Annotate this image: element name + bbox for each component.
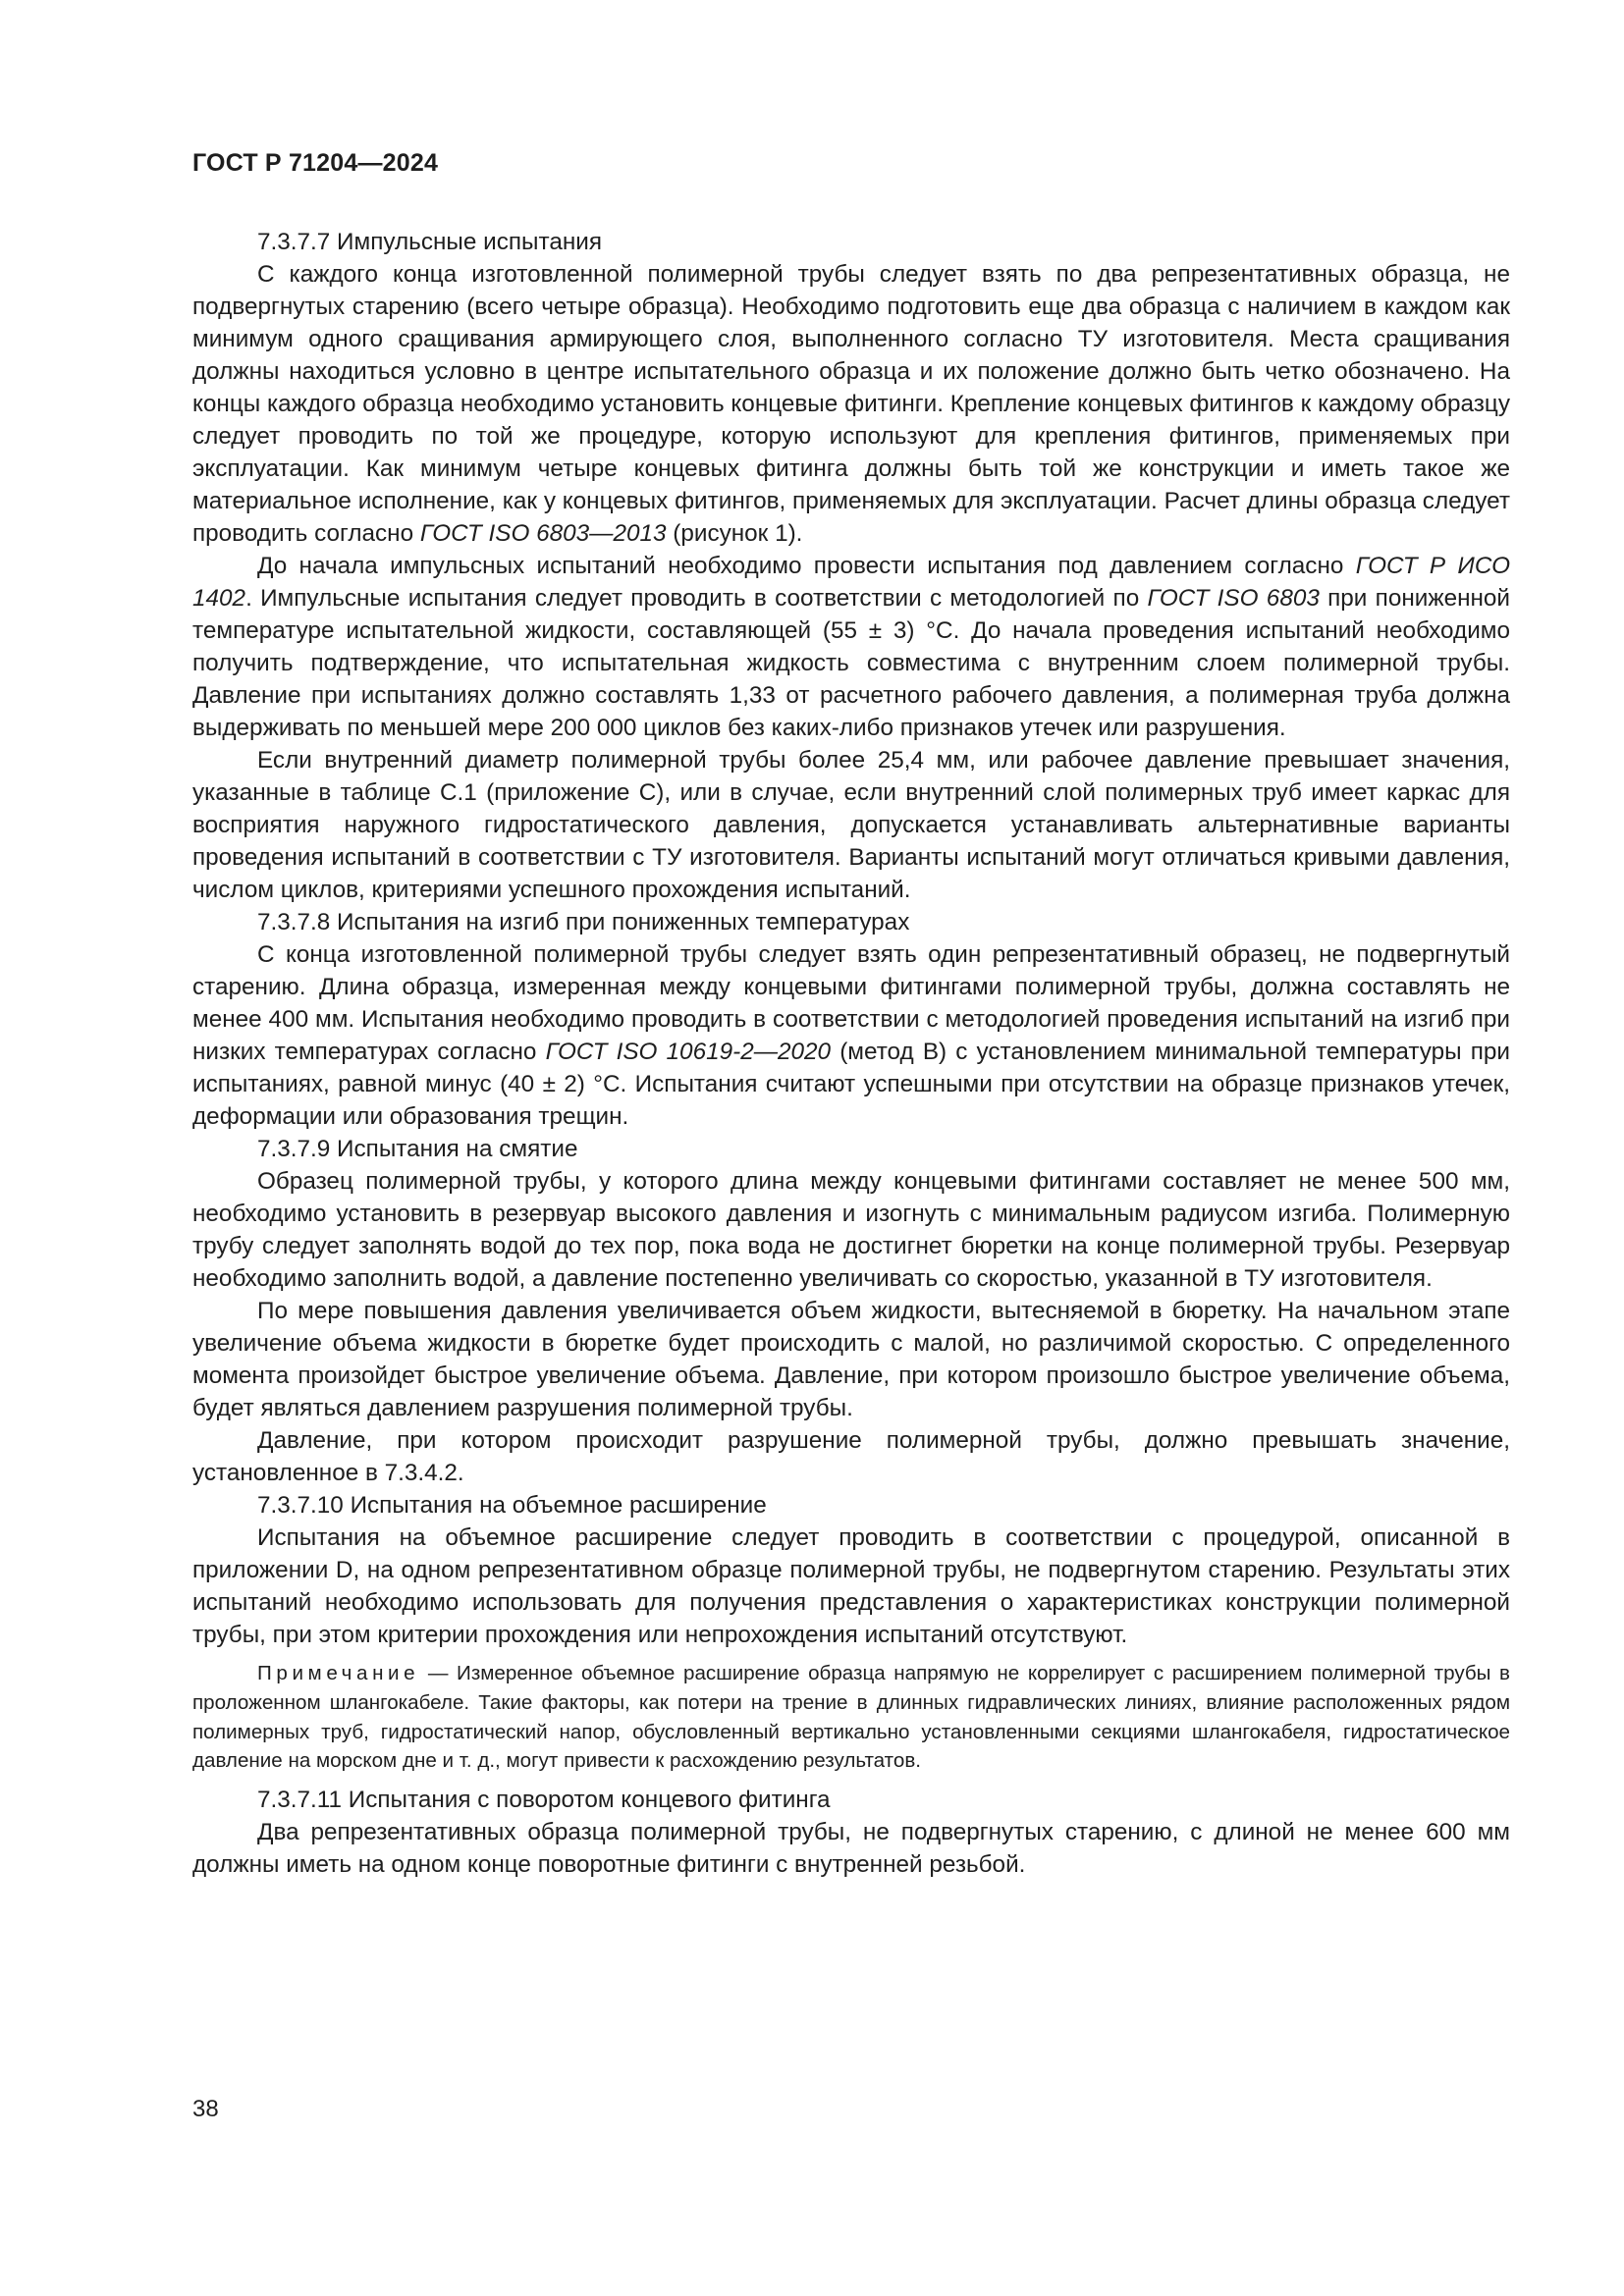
standard-reference: ГОСТ ISO 6803: [1147, 585, 1320, 612]
paragraph-text: (метод В) с установлением минимальной температуры при испытаниях, равной минус (40 ± 2) °С. Испытания считают успешными при отсутствии на образце признаков утечек, деформации или образования трещин.: [192, 1039, 1510, 1130]
paragraph: [192, 938, 1510, 1133]
standard-reference: ГОСТ ISO 10619-2—2020: [545, 1039, 832, 1065]
section-heading: 7.3.7.8 Испытания на изгиб при пониженных температурах: [257, 909, 910, 935]
paragraph-text: Образец полимерной трубы, у которого длина между концевыми фитингами составляет не менее 500 мм, необходимо установить в резервуар высокого давления и изогнуть с минимальным радиусом изгиба. Полимерную трубу следует заполнять водой до тех пор, пока вода не достигнет бюретки на конце полимерной трубы. Резервуар необходимо заполнить водой, а давление постепенно увеличивать со скоростью, указанной в ТУ изготовителя.: [192, 1168, 1510, 1292]
paragraph-text: Если внутренний диаметр полимерной трубы более 25,4 мм, или рабочее давление превышает значения, указанные в таблице С.1 (приложение С), или в случае, если внутренний слой полимерных труб имеет каркас для восприятия наружного гидростатического давления, допускается устанавливать альтернативные варианты проведения испытаний в соответствии с ТУ изготовителя. Варианты испытаний могут отличаться кривыми давления, числом циклов, критериями успешного прохождения испытаний.: [192, 747, 1510, 903]
section-heading: 7.3.7.10 Испытания на объемное расширение: [257, 1492, 767, 1519]
paragraph-text: По мере повышения давления увеличивается объем жидкости, вытесняемой в бюретку. На начальном этапе увеличение объема жидкости в бюретке будет происходить с малой, но различимой скоростью. С определенного момента произойдет быстрое увеличение объема. Давление, при котором произошло быстрое увеличение объема, будет являться давлением разрушения полимерной трубы.: [192, 1298, 1510, 1421]
paragraph-text: До начала импульсных испытаний необходимо провести испытания под давлением согласно: [257, 553, 1356, 579]
paragraph-text: С конца изготовленной полимерной трубы следует взять один репрезентативный образец, не подвергнутый старению. Длина образца, измеренная между концевыми фитингами полимерной трубы, должна составлять не менее 400 мм. Испытания необходимо проводить в соответствии с методологией проведения испытаний на изгиб при низких температурах согласно: [192, 941, 1510, 1065]
document-header: ГОСТ Р 71204—2024: [192, 149, 439, 177]
paragraph: [192, 550, 1510, 744]
paragraph-text: Два репрезентативных образца полимерной трубы, не подвергнутых старению, с длиной не менее 600 мм должны иметь на одном конце поворотные фитинги с внутренней резьбой.: [192, 1819, 1510, 1879]
paragraph-text: . Импульсные испытания следует проводить в соответствии с методологией по: [245, 585, 1148, 612]
document-body: [192, 226, 1510, 1881]
paragraph: [192, 258, 1510, 550]
paragraph-text: С каждого конца изготовленной полимерной трубы следует взять по два репрезентативных образца, не подвергнутых старению (всего четыре образца). Необходимо подготовить еще два образца с наличием в каждом как минимум одного сращивания армирующего слоя, выполненного согласно ТУ изготовителя. Места сращивания должны находиться условно в центре испытательного образца и их положение должно быть четко обозначено. На концы каждого образца необходимо установить концевые фитинги. Крепление концевых фитингов к каждому образцу следует проводить по той же процедуре, которую используют для крепления фитингов, применяемых при эксплуатации. Как минимум четыре концевых фитинга должны быть той же конструкции и иметь такое же материальное исполнение, как у концевых фитингов, применяемых для эксплуатации. Расчет длины образца следует проводить согласно: [192, 261, 1510, 547]
note-text: — Измеренное объемное расширение образца напрямую не коррелирует с расширением полимерной трубы в проложенном шлангокабеле. Такие факторы, как потери на трение в длинных гидравлических линиях, влияние расположенных рядом полимерных труб, гидростатический напор, обусловленный вертикально установленными секциями шлангокабеля, гидростатическое давление на морском дне и т. д., могут привести к расхождению результатов.: [192, 1662, 1510, 1773]
paragraph-text: при пониженной температуре испытательной жидкости, составляющей (55 ± 3) °С. До начала проведения испытаний необходимо получить подтверждение, что испытательная жидкость совместима с внутренним слоем полимерной трубы. Давление при испытаниях должно составлять 1,33 от расчетного рабочего давления, а полимерная труба должна выдерживать по меньшей мере 200 000 циклов без каких-либо признаков утечек или разрушения.: [192, 585, 1511, 741]
section-heading: 7.3.7.11 Испытания с поворотом концевого фитинга: [257, 1787, 831, 1814]
page-number: 38: [192, 2096, 219, 2122]
paragraph: [192, 744, 1510, 906]
paragraph: [192, 1522, 1510, 1651]
paragraph-text: Давление, при котором происходит разрушение полимерной трубы, должно превышать значение, установленное в 7.3.4.2.: [192, 1427, 1510, 1486]
standard-reference: ГОСТ ISO 6803—2013: [419, 520, 667, 547]
paragraph: [192, 1165, 1510, 1295]
paragraph-text: Испытания на объемное расширение следует проводить в соответствии с процедурой, описанной в приложении D, на одном репрезентативном образце полимерной трубы, не подвергнутом старению. Результаты этих испытаний необходимо использовать для получения представления о характеристиках конструкции полимерной трубы, при этом критерии прохождения или непрохождения испытаний отсутствуют.: [192, 1524, 1510, 1648]
paragraph-text: (рисунок 1).: [666, 520, 803, 547]
paragraph: [192, 1816, 1510, 1881]
note: [192, 1659, 1510, 1776]
standard-reference: ГОСТ Р ИСО 1402: [192, 553, 1510, 612]
paragraph: [192, 1424, 1510, 1489]
note-label: Примечание: [257, 1662, 420, 1684]
section-heading: 7.3.7.7 Импульсные испытания: [257, 229, 602, 255]
section-heading: 7.3.7.9 Испытания на смятие: [257, 1136, 578, 1162]
paragraph: [192, 1295, 1510, 1424]
